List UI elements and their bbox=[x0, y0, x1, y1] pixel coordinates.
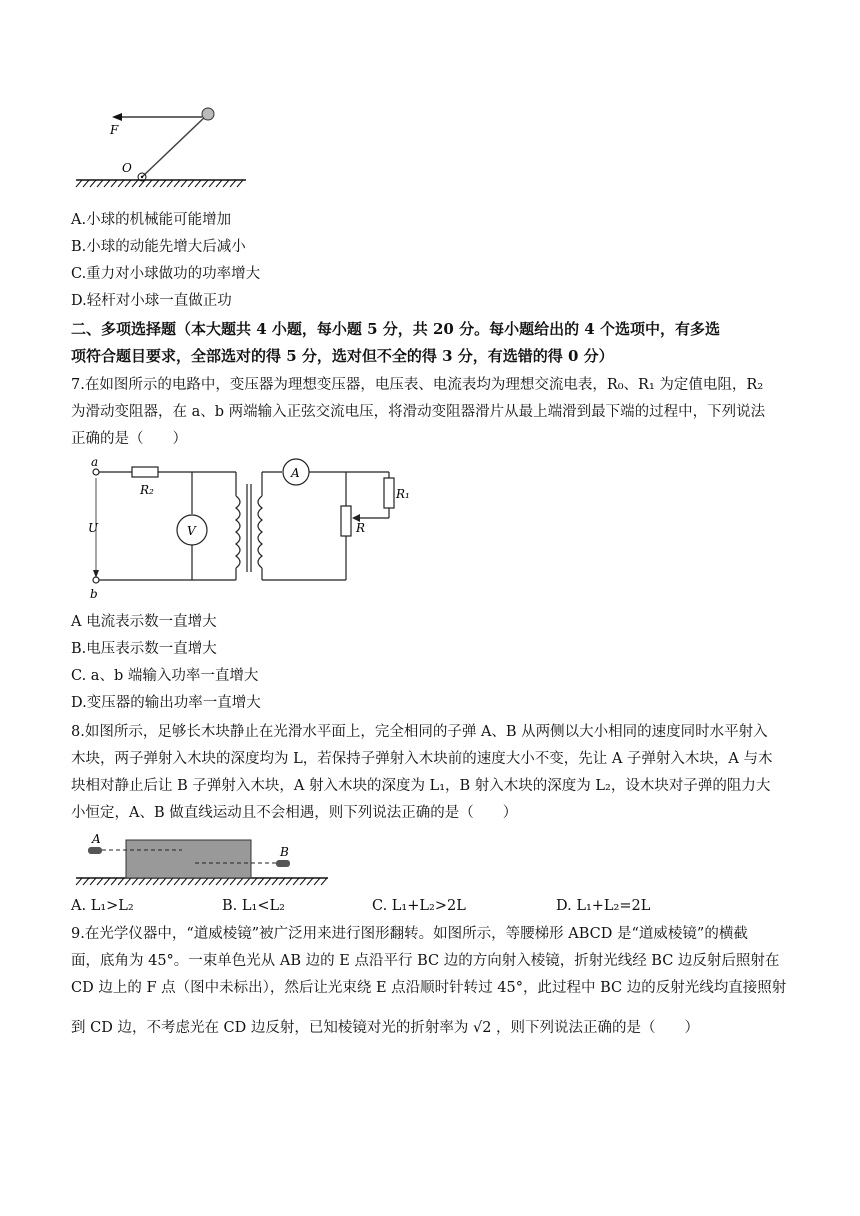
terminal-b-label: b bbox=[90, 587, 98, 601]
q8-option-c: C. L₁+L₂>2L bbox=[372, 898, 466, 914]
q8-option-a: A. L₁>L₂ bbox=[71, 898, 134, 914]
q7-option-c: C. a、b 端输入功率一直增大 bbox=[71, 668, 259, 684]
q8-option-d: D. L₁+L₂=2L bbox=[556, 898, 651, 914]
q8-option-b: B. L₁<L₂ bbox=[222, 898, 285, 914]
resistor-r2-label: R₂ bbox=[140, 483, 154, 497]
terminal-a-label: a bbox=[91, 455, 99, 469]
voltage-u-label: U bbox=[88, 521, 99, 535]
q9-line4: 到 CD 边，不考虑光在 CD 边反射，已知棱镜对光的折射率为 √2 ，则下列说法正确的是（ ） bbox=[71, 1020, 700, 1036]
ammeter-label: A bbox=[291, 466, 300, 480]
q7-option-a: A 电流表示数一直增大 bbox=[71, 614, 217, 630]
q6-option-d: D.轻杆对小球一直做正功 bbox=[71, 293, 232, 309]
q7-circuit-figure bbox=[84, 456, 424, 606]
q8-line4: 小恒定，A、B 做直线运动且不会相遇，则下列说法正确的是（ ） bbox=[71, 805, 518, 821]
q6-option-a: A.小球的机械能可能增加 bbox=[71, 212, 232, 228]
q9-line1: 9.在光学仪器中，“道威棱镜”被广泛用来进行图形翻转。如图所示，等腰梯形 ABCD 是“道威棱镜”的横截 bbox=[71, 926, 748, 942]
section-heading-line1: 二、多项选择题（本大题共 4 小题，每小题 5 分，共 20 分。每小题给出的 4 个选项中，有多选 bbox=[71, 320, 720, 338]
bullet-b-label: B bbox=[280, 845, 289, 859]
q9-line2: 面，底角为 45°。一束单色光从 AB 边的 E 点沿平行 BC 边的方向射入棱镜，折射光线经 BC 边反射后照射在 bbox=[71, 953, 780, 969]
q7-option-b: B.电压表示数一直增大 bbox=[71, 641, 217, 657]
q8-line3: 块相对静止后让 B 子弹射入木块，A 射入木块的深度为 L₁，B 射入木块的深度为 L₂，设木块对子弹的阻力大 bbox=[71, 778, 771, 794]
q8-line1: 8.如图所示，足够长木块静止在光滑水平面上，完全相同的子弹 A、B 从两侧以大小相同的速度同时水平射入 bbox=[71, 724, 768, 740]
q6-option-c: C.重力对小球做功的功率增大 bbox=[71, 266, 261, 282]
q7-line1: 7.在如图所示的电路中，变压器为理想变压器，电压表、电流表均为理想交流电表，R₀、R₁ 为定值电阻，R₂ bbox=[71, 377, 764, 393]
bullet-a-label: A bbox=[92, 832, 101, 846]
force-label: F bbox=[110, 123, 119, 137]
q6-option-b: B.小球的动能先增大后减小 bbox=[71, 239, 246, 255]
q7-line2: 为滑动变阻器，在 a、b 两端输入正弦交流电压，将滑动变阻器滑片从最上端滑到最下端的过程中，下列说法 bbox=[71, 404, 766, 420]
q7-option-d: D.变压器的输出功率一直增大 bbox=[71, 695, 261, 711]
resistor-r1-label: R₁ bbox=[396, 487, 410, 501]
q7-line3: 正确的是（ ） bbox=[71, 431, 187, 447]
q8-figure bbox=[72, 834, 332, 890]
q8-line2: 木块，两子弹射入木块的深度均为 L，若保持子弹射入木块前的速度大小不变，先让 A 子弹射入木块，A 与木 bbox=[71, 751, 773, 767]
resistor-r-label: R bbox=[356, 521, 366, 535]
q6-figure bbox=[70, 100, 250, 190]
q9-line3: CD 边上的 F 点（图中未标出），然后让光束绕 E 点沿顺时针转过 45°，此过程中 BC 边的反射光线均直接照射 bbox=[71, 980, 787, 996]
pivot-label: O bbox=[122, 161, 132, 175]
voltmeter-label: V bbox=[187, 524, 196, 538]
section-heading-line2: 项符合题目要求，全部选对的得 5 分，选对但不全的得 3 分，有选错的得 0 分） bbox=[71, 347, 614, 365]
